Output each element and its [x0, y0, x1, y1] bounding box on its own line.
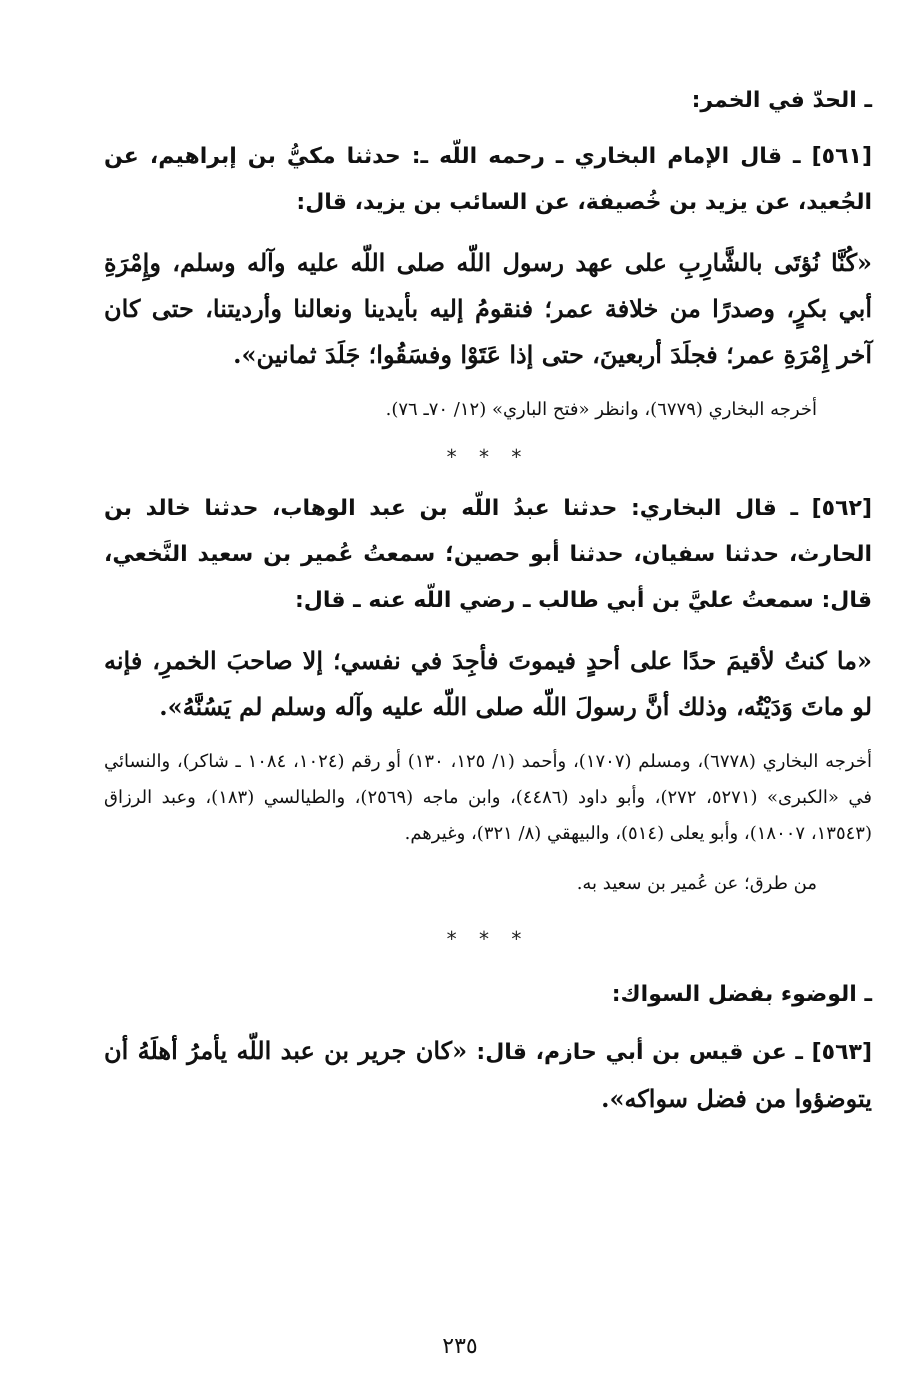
hadith-562-text: «ما كنتُ لأقيمَ حدًا على أحدٍ فيموتَ فأجِدَ في نفسي؛ إلا صاحبَ الخمرِ، فإنه لو ماتَ وَدَيْتُه، وذلك أنَّ رسولَ اللّه صلى اللّه عليه وآله وسلم لم يَسُنَّهُ». — [104, 646, 872, 721]
hadith-562-turuq: من طرق؛ عن عُمير بن سعيد به. — [576, 873, 817, 894]
hadith-562 — [104, 486, 872, 902]
page-number: ٢٣٥ — [442, 1334, 478, 1359]
section-separator-2: * * * — [446, 927, 530, 951]
section-separator: * * * — [446, 445, 530, 469]
hadith-563-body — [104, 1028, 872, 1122]
hadith-561-isnad: [٥٦١] ـ قال الإمام البخاري ـ رحمه اللّه ـ: حدثنا مكيُّ بن إبراهيم، عن الجُعيد، عن يزيد بن خُصيفة، عن السائب بن يزيد، قال: — [104, 144, 872, 215]
hadith-563 — [104, 1028, 872, 1122]
hadith-561-text: «كُنَّا نُؤتَى بالشَّارِبِ على عهد رسول اللّه صلى اللّه عليه وآله وسلم، وإِمْرَةِ أبي بكرٍ، وصدرًا من خلافة عمر؛ فنقومُ إليه بأيدينا ونعالنا وأرديتنا، حتى كان آخر إِمْرَةِ عمر؛ فجلَدَ أربعينَ، حتى إذا عَتَوْا وفسَقُوا؛ جَلَدَ ثمانين». — [104, 248, 872, 369]
hadith-563-text: «كان جرير بن عبد اللّه يأمرُ أهلَهُ أن يتوضؤوا من فضل سواكه». — [104, 1036, 872, 1113]
hadith-562-isnad: [٥٦٢] ـ قال البخاري: حدثنا عبدُ اللّه بن عبد الوهاب، حدثنا خالد بن الحارث، حدثنا سفيان، حدثنا أبو حصين؛ سمعتُ عُمير بن سعيد النَّخعي، قال: سمعتُ عليَّ بن أبي طالب ـ رضي اللّه عنه ـ قال: — [104, 496, 872, 613]
section-heading-khamr: ـ الحدّ في الخمر: — [691, 88, 872, 113]
hadith-562-takhrij: أخرجه البخاري (٦٧٧٨)، ومسلم (١٧٠٧)، وأحمد (١/ ١٢٥، ١٣٠) أو رقم (١٠٢٤، ١٠٨٤ ـ شاكر)، والنسائي في «الكبرى» (٥٢٧١، ٢٧٢)، وأبو داود (٤٤٨٦)، وابن ماجه (٢٥٦٩)، والطيالسي (١٨٣)، وعبد الرزاق (١٣٥٤٣، ١٨٠٠٧)، وأبو يعلى (٥١٤)، والبيهقي (٨/ ٣٢١)، وغيرهم. — [104, 751, 873, 844]
hadith-561 — [104, 134, 872, 428]
hadith-563-isnad: [٥٦٣] ـ عن قيس بن أبي حازم، قال: — [476, 1040, 872, 1065]
hadith-561-takhrij: أخرجه البخاري (٦٧٧٩)، وانظر «فتح الباري» (١٢/ ٧٠ـ ٧٦). — [385, 399, 817, 420]
section-heading-siwak: ـ الوضوء بفضل السواك: — [611, 982, 872, 1007]
